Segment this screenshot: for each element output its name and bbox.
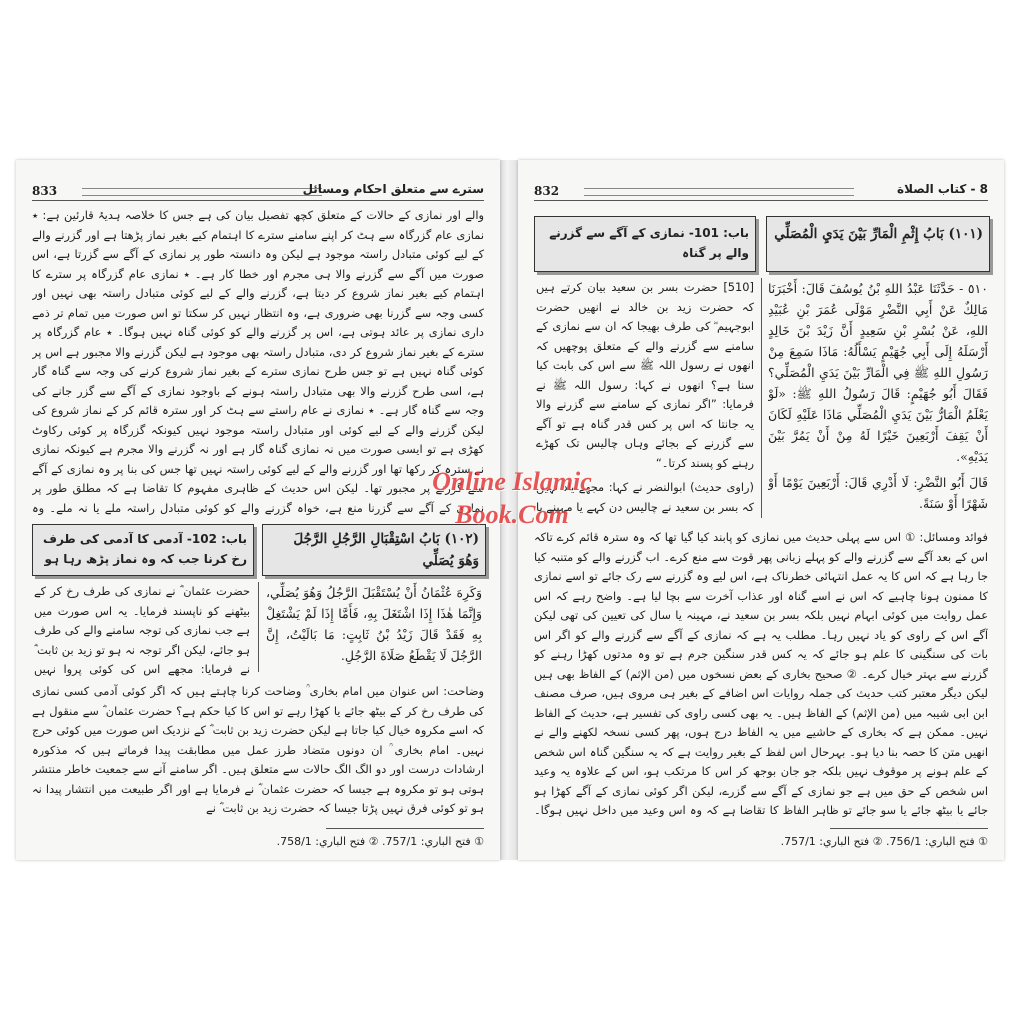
urdu-hadith-tail: (راوی حدیث) ابوالنضر نے کہا: مجھے یاد نہیں کہ بسر بن سعید نے چالیس دن کہے یا مہینے یا [536,480,754,514]
chapter-heading-urdu-box [534,216,756,272]
footnote: ① فتح الباري: 757/1. ② فتح الباري: 758/1. [276,835,484,848]
arabic-hadith: ٥١٠ - حَدَّثَنَا عَبْدُ اللهِ بْنُ يُوسُفَ قَالَ: أَخْبَرَنَا مَالِكٌ عَنْ أَبِي النَّضْرِ مَوْلَى عُمَرَ بْنِ عُبَيْدِ اللهِ، عَنْ بُسْرِ بْنِ سَعِيدٍ أَنَّ زَيْدَ بْنَ خَالِدٍ أَرْسَلَهُ إِلَى أَبِي جُهَيْمٍ يَسْأَلُهُ: مَاذَا سَمِعَ مِنْ رَسُولِ اللهِ ﷺ فِي الْمَارِّ بَيْنَ يَدَيِ الْمُصَلِّي؟ فَقَالَ أَبُو جُهَيْمٍ: قَالَ رَسُولُ اللهِ ﷺ: «لَوْ يَعْلَمُ الْمَارُّ بَيْنَ يَدَيِ الْمُصَلِّي مَاذَا عَلَيْهِ لَكَانَ أَنْ يَقِفَ أَرْبَعِينَ خَيْرًا لَهُ مِنْ أَنْ يَمُرَّ بَيْنَ يَدَيْهِ». [768,281,988,464]
watermark-line2: Book.Com [455,500,569,529]
footnote: ① فتح الباري: 756/1. ② فتح الباري: 757/1. [780,835,988,848]
arabic-hadith-tail: قَالَ أَبُو النَّضْرِ: لَا أَدْرِي قَالَ: أَرْبَعِينَ يَوْمًا أَوْ شَهْرًا أَوْ سَنَةً. [768,475,988,511]
left-page-header [32,182,484,201]
chapter-heading-urdu-box [32,524,254,576]
chapter-heading-arabic: (١٠١) بَابُ إِثْمِ الْمَارِّ بَيْنَ يَدَيِ الْمُصَلِّي [774,226,983,242]
urdu-translation: حضرت عثمان ؓ نے نمازی کی طرف رخ کر کے بیٹھنے کو ناپسند فرمایا۔ یہ اس صورت میں ہے جب نمازی کی توجہ سامنے والے کی طرف ہو جائے، لیکن اگر توجہ نہ ہو تو زید بن ثابت ؓ نے فرمایا: مجھے اس کی کوئی پروا نہیں [34,584,250,676]
chapter-heading-arabic-box [262,524,486,576]
running-title: سترے سے متعلق احکام ومسائل [302,182,484,196]
chapter-heading-urdu: باب: 101- نمازی کے آگے سے گزرنے والے پر گناہ [549,226,749,260]
fawaid-paragraph: فوائد ومسائل: ① اس سے پہلی حدیث میں نمازی کو پابند کیا گیا تھا کہ وہ سترہ قائم کرے تاکہ اس کے بعد آگے سے گزرنے والے کو پہلے زبانی پھر قوت سے منع کرے۔ اب گزرنے والے کو متنبہ کیا جا رہا ہے کہ اس کا یہ عمل انتہائی خطرناک ہے، اس لیے وہ گزرنے سے رک جائے تو اسے نمازی کا ممنون ہونا چاہیے کہ اس نے اسے گناہ اور عذاب آخرت سے بچا لیا ہے۔ واضح رہے کہ اس عمل روایت میں کوئی ابہام نہیں بلکہ بسر بن سعید نے، مہینہ یا سال کی تعیین کی تھی لیکن آگے اس کے راوی کو یاد نہیں رہا۔ مطلب یہ ہے کہ نمازی کے آگے سے گزرنے والے کو اگر اس بات کی سنگینی کا علم ہو جائے کہ یہ کس قدر سنگین جرم ہے تو وہ مدتوں کھڑا رہنے کو گزرنے سے بہتر خیال کرے۔ ② صحیح بخاری کے بعض نسخوں میں (من الإثم) کے الفاظ بھی ہیں لیکن دیگر معتبر کتب حدیث کی جملہ روایات اس اضافے کے بغیر ہی مروی ہیں، صرف مصنف ابن ابی شیبہ میں (من الإثم) کے الفاظ ہیں۔ یہ بھی کسی راوی کی تفسیر ہے، حدیث کے الفاظ نہیں۔ ممکن ہے کہ بخاری کے حاشیے میں یہ الفاظ درج ہوں، پھر کسی نسخہ لکھنے والے نے انھیں متن کا حصہ بنا دیا ہو۔ بہرحال اس لفظ کے بغیر روایت ہے کہ یہ سنگین گناہ اس شخص کے علم ہونے پر موقوف نہیں بلکہ جو جان بوجھ کر اس کا مرتکب ہو، اس کے علاوہ یہ وعید اس شخص کے حق میں ہے جو نمازی کے آگے سے گزرے، لیکن اگر کوئی نمازی کے آگے کھڑا ہو جائے یا بیٹھ جائے یا سو جائے تو ظاہر الفاظ کا تقاضا ہے کہ وہ اس وعید میں داخل نہیں ہوگا۔ [534,530,988,817]
page-number: 832 [534,184,560,198]
urdu-hadith: [510] حضرت بسر بن سعید بیان کرتے ہیں کہ حضرت زید بن خالد نے انھیں حضرت ابوجہیم ؓ کی طرف بھیجا کہ ان سے نمازی کے سامنے سے گزرنے والے کے متعلق پوچھیں کہ انھوں نے رسول اللہ ﷺ سے اس کی بابت کیا سنا ہے؟ انھوں نے کہا: رسول اللہ ﷺ نے فرمایا: ”اگر نمازی کے سامنے سے گزرنے والا یہ جانتا کہ اس پر کس قدر گناہ ہے تو آگے سے گزرنے کے بجائے وہاں چالیس تک کھڑے رہنے کو پسند کرتا۔“ [536,280,754,470]
header-ornament [584,188,854,196]
page-number: 833 [32,184,58,198]
header-ornament [82,188,322,196]
footnote-divider [830,828,988,829]
column-divider [761,278,762,518]
running-title: 8 - كتاب الصلاة [897,182,988,196]
chapter-heading-urdu: باب: 102- آدمی کا آدمی کی طرف رخ کرنا جب کہ وہ نماز پڑھ رہا ہو [43,532,247,566]
arabic-text: وَكَرِهَ عُثْمَانُ أَنْ يُسْتَقْبَلَ الرَّجُلُ وَهُوَ يُصَلِّي، وَإِنَّمَا هٰذَا إِذَا اشْتَغَلَ بِهِ، فَأَمَّا إِذَا لَمْ يَشْتَغِلْ بِهِ فَقَدْ قَالَ زَيْدُ بْنُ ثَابِتٍ: مَا بَالَيْتُ، إِنَّ الرَّجُلَ لَا يَقْطَعُ صَلَاةَ الرَّجُلِ. [266,585,482,663]
column-divider [258,582,259,672]
watermark-line1: Online Islamic [432,467,592,496]
body-paragraph: والے اور نمازی کے حالات کے متعلق کچھ تفصیل بیان کی ہے جس کا خلاصہ ہدیۂ قارئین ہے: ٭ نمازی عام گزرگاہ سے ہٹ کر اپنے سامنے سترے کا اہتمام کیے بغیر نماز پڑھتا ہے اور گزرنے والے کے لیے کوئی متبادل راستہ موجود ہے لیکن وہ دانستہ طور پر نمازی کے آگے سے گزرتا ہے، اس صورت میں آگے سے گزرنے والا ہی مجرم اور خطا کار ہے۔ ٭ نمازی عام گزرگاہ پر سترے کا اہتمام کیے بغیر نماز شروع کر دیتا ہے، گزرنے والے کے لیے کوئی متبادل راستہ بھی نہیں اور کسی وجہ سے گزرنا بھی ضروری ہے، وہ انتظار نہیں کر سکتا تو اس صورت میں تمام تر ذمے داری نمازی پر عائد ہوتی ہے، اس پر گزرنے والے کو کوئی گناہ نہیں ہوگا۔ ٭ عام گزرگاہ پر سترے کے بغیر نماز شروع کر دی، متبادل راستہ بھی موجود ہے لیکن گزرنے والا مجبور ہے اس پر کوئی گناہ نہیں ہے تو جس طرح نمازی سترے کے بغیر نماز شروع کرنے کی وجہ سے گناہ گار ہے، اسی طرح گزرنے والا بھی متبادل راستہ ہونے کے باوجود نمازی کے آگے سے گزر جانے کی وجہ سے گناہ گار ہے۔ ٭ نمازی نے عام راستے سے ہٹ کر اور سترہ قائم کر کے نماز شروع کی لیکن گزرنے والے کے لیے کوئی اور متبادل راستہ موجود نہیں کیونکہ گزرگاہ پر کوئی رکاوٹ کھڑی ہے تو ایسی صورت میں نہ نمازی گناہ گار ہے اور نہ گزرنے والا مجرم ہے کیونکہ نمازی نے سترہ کر رکھا تھا اور گزرنے والے کے لیے کوئی راستہ نہیں تھا جس کی بنا پر وہ نمازی کے آگے سے گزرنے پر مجبور تھا۔ لیکن اس حدیث کے ظاہری مفہوم کا تقاضا ہے کہ مطلق طور پر نمازی کے آگے سے گزرنا منع ہے، خواہ گزرنے والے کو کوئی متبادل راستہ ملے یا نہ ملے۔ وہ [32,206,484,518]
footnote-divider [326,828,484,829]
explanation-paragraph: وضاحت: اس عنوان میں امام بخاری ؒ وضاحت کرنا چاہتے ہیں کہ اگر کوئی آدمی کسی نمازی کی طرف رخ کر کے بیٹھ جائے یا کھڑا رہے تو اس کا کیا حکم ہے؟ حضرت عثمان ؓ سے منقول ہے کہ اسے مکروہ خیال کیا جاتا ہے لیکن حضرت زید بن ثابت ؓ کے نزدیک اس صورت میں کوئی حرج نہیں۔ امام بخاری ؒ ان دونوں متضاد طرز عمل میں مطابقت پیدا فرماتے ہیں کہ مذکورہ ارشادات درست اور دو الگ الگ حالات سے متعلق ہیں۔ اگر سامنے آنے سے جمعیت خاطر منتشر ہوتی ہو تو مکروہ ہے جیسا کہ حضرت عثمان ؓ نے فرمایا ہے اور اگر طبیعت میں انتشار پیدا نہ ہو تو کوئی فرق نہیں پڑتا جیسا کہ حضرت زید بن ثابت ؓ نے [32,684,484,815]
right-page-header [534,182,988,201]
chapter-heading-arabic: (١٠٢) بَابُ اسْتِقْبَالِ الرَّجُلِ الرَّجُلَ وَهُوَ يُصَلِّي [293,531,479,569]
chapter-heading-arabic-box [766,216,990,272]
